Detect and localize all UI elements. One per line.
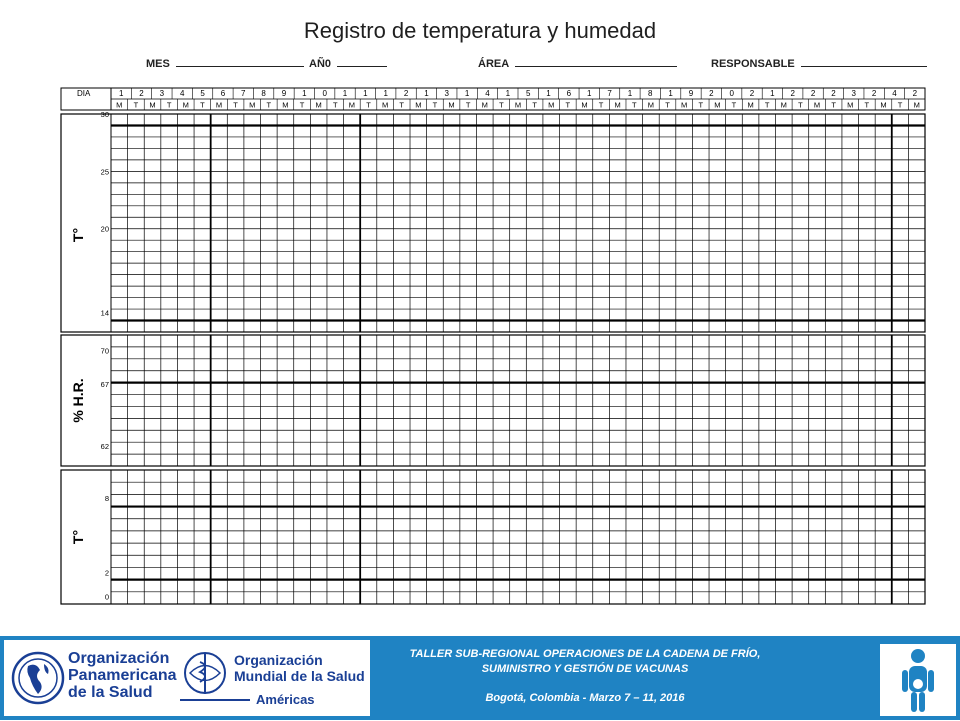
divider xyxy=(180,699,250,701)
shift-label: M xyxy=(116,100,123,110)
shift-label: M xyxy=(747,100,754,110)
who-logo-icon xyxy=(180,648,230,698)
day-digit: 1 xyxy=(770,89,775,98)
shift-label: M xyxy=(381,100,389,110)
mes-label: MES xyxy=(146,58,170,70)
day-digit: 3 xyxy=(851,89,857,98)
shift-label: M xyxy=(249,100,256,110)
shift-label: M xyxy=(415,100,422,110)
paho-name-line3: de la Salud xyxy=(68,684,153,701)
shift-label: M xyxy=(581,100,588,110)
day-digit: 2 xyxy=(790,89,795,98)
paho-name xyxy=(68,650,177,701)
day-digit: 5 xyxy=(525,89,531,98)
shift-label: M xyxy=(348,100,356,110)
day-digit: 0 xyxy=(322,89,327,98)
day-digit: 2 xyxy=(912,89,918,98)
shift-label: M xyxy=(215,100,223,110)
day-digit: 2 xyxy=(871,89,877,98)
section-label: % H.R. xyxy=(70,378,86,423)
axis-tick-label: 67 xyxy=(100,379,109,389)
day-digit: 2 xyxy=(709,89,714,98)
shift-label: T xyxy=(499,100,504,110)
shift-label: M xyxy=(813,100,821,110)
day-digit: 2 xyxy=(831,89,836,98)
day-digit: 1 xyxy=(302,89,307,98)
axis-tick-label: 25 xyxy=(100,167,109,177)
axis-tick-label: 30 xyxy=(100,110,109,119)
day-digit: 2 xyxy=(810,89,816,98)
day-digit: 2 xyxy=(749,89,755,98)
who-name xyxy=(234,652,365,684)
day-digit: 3 xyxy=(159,89,165,98)
day-digit: 6 xyxy=(220,89,226,98)
paho-name-line2: Panamericana xyxy=(68,667,177,684)
shift-label: M xyxy=(514,100,522,110)
vaccine-person-logo xyxy=(880,644,956,716)
day-digit: 7 xyxy=(607,89,612,98)
day-digit: 4 xyxy=(485,89,490,98)
shift-label: M xyxy=(182,100,189,110)
day-digit: 7 xyxy=(241,89,246,98)
day-digit: 3 xyxy=(444,89,450,98)
event-date: Bogotá, Colombia - Marzo 7 – 11, 2016 xyxy=(485,692,685,704)
shift-label: M xyxy=(647,100,655,110)
shift-label: T xyxy=(233,100,238,110)
event-title-line1: TALLER SUB-REGIONAL OPERACIONES DE LA CADENA DE FRÍO, xyxy=(409,648,761,660)
shift-label: T xyxy=(565,100,571,110)
day-digit: 5 xyxy=(200,89,205,98)
shift-label: M xyxy=(913,100,920,110)
day-digit: 1 xyxy=(464,89,470,98)
shift-label: T xyxy=(332,100,338,110)
shift-label: T xyxy=(266,100,272,110)
shift-label: M xyxy=(149,100,156,110)
shift-label: T xyxy=(366,100,371,110)
day-digit: 1 xyxy=(424,89,429,98)
shift-label: T xyxy=(731,100,737,110)
shift-label: T xyxy=(399,100,405,110)
day-digit: 1 xyxy=(586,89,592,98)
shift-label: T xyxy=(665,100,670,110)
day-digit: 4 xyxy=(179,89,185,98)
day-digit: 8 xyxy=(261,89,266,98)
day-digit: 4 xyxy=(892,89,897,98)
shift-label: T xyxy=(864,100,870,110)
day-digit: 9 xyxy=(281,89,287,98)
logos-panel xyxy=(4,640,370,716)
dia-label: DIA xyxy=(77,89,91,98)
day-digit: 9 xyxy=(688,89,694,98)
shift-label: M xyxy=(714,100,721,110)
shift-label: T xyxy=(631,100,637,110)
section-label: T° xyxy=(70,227,86,243)
event-title-line2: SUMINISTRO Y GESTIÓN DE VACUNAS xyxy=(481,663,689,675)
day-digit: 1 xyxy=(363,89,368,98)
axis-tick-label: 0 xyxy=(104,592,109,602)
shift-label: M xyxy=(448,100,455,110)
shift-label: M xyxy=(780,100,787,110)
day-digit: 1 xyxy=(546,89,551,98)
shift-label: T xyxy=(200,100,205,110)
shift-label: T xyxy=(698,100,704,110)
paho-name-line1: Organización xyxy=(68,650,170,667)
shift-label: T xyxy=(166,100,172,110)
shift-label: T xyxy=(432,100,438,110)
day-digit: 1 xyxy=(627,89,633,98)
shift-label: T xyxy=(897,100,903,110)
axis-tick-label: 20 xyxy=(100,224,109,234)
day-digit: 1 xyxy=(505,89,511,98)
shift-label: M xyxy=(614,100,621,110)
day-digit: 1 xyxy=(668,89,673,98)
shift-label: T xyxy=(532,100,537,110)
shift-label: T xyxy=(299,100,305,110)
day-digit: 6 xyxy=(566,89,572,98)
section-label: T° xyxy=(70,529,86,545)
shift-label: T xyxy=(465,100,471,110)
who-name-line2: Mundial de la Salud xyxy=(234,668,365,684)
shift-label: M xyxy=(680,100,688,110)
area-label: ÁREA xyxy=(478,58,509,70)
shift-label: M xyxy=(880,100,887,110)
shift-label: T xyxy=(831,100,836,110)
footer-bar xyxy=(0,636,960,720)
shift-label: T xyxy=(598,100,604,110)
anio-label: AÑ0 xyxy=(309,58,332,70)
shift-label: T xyxy=(133,100,139,110)
shift-label: T xyxy=(798,100,803,110)
shift-label: T xyxy=(764,100,770,110)
page-title: Registro de temperatura y humedad xyxy=(303,18,657,43)
day-digit: 1 xyxy=(118,89,124,98)
axis-tick-label: 2 xyxy=(104,568,109,578)
axis-tick-label: 14 xyxy=(100,308,109,318)
day-digit: 8 xyxy=(648,89,653,98)
shift-label: M xyxy=(847,100,854,110)
shift-label: M xyxy=(481,100,488,110)
day-digit: 2 xyxy=(403,89,409,98)
shift-label: M xyxy=(548,100,555,110)
paho-logo-icon xyxy=(10,650,66,706)
who-name-line1: Organización xyxy=(234,652,323,668)
responsable-label: RESPONSABLE xyxy=(711,58,795,70)
axis-tick-label: 62 xyxy=(100,441,109,451)
person-icon xyxy=(880,644,956,716)
shift-label: M xyxy=(282,100,289,110)
axis-tick-label: 70 xyxy=(100,346,109,356)
axis-tick-label: 8 xyxy=(104,494,109,504)
day-digit: 2 xyxy=(139,89,144,98)
day-digit: 1 xyxy=(383,89,388,98)
day-digit: 1 xyxy=(342,89,348,98)
day-digit: 0 xyxy=(729,89,734,98)
americas-label: Américas xyxy=(256,692,315,707)
shift-label: M xyxy=(315,100,322,110)
